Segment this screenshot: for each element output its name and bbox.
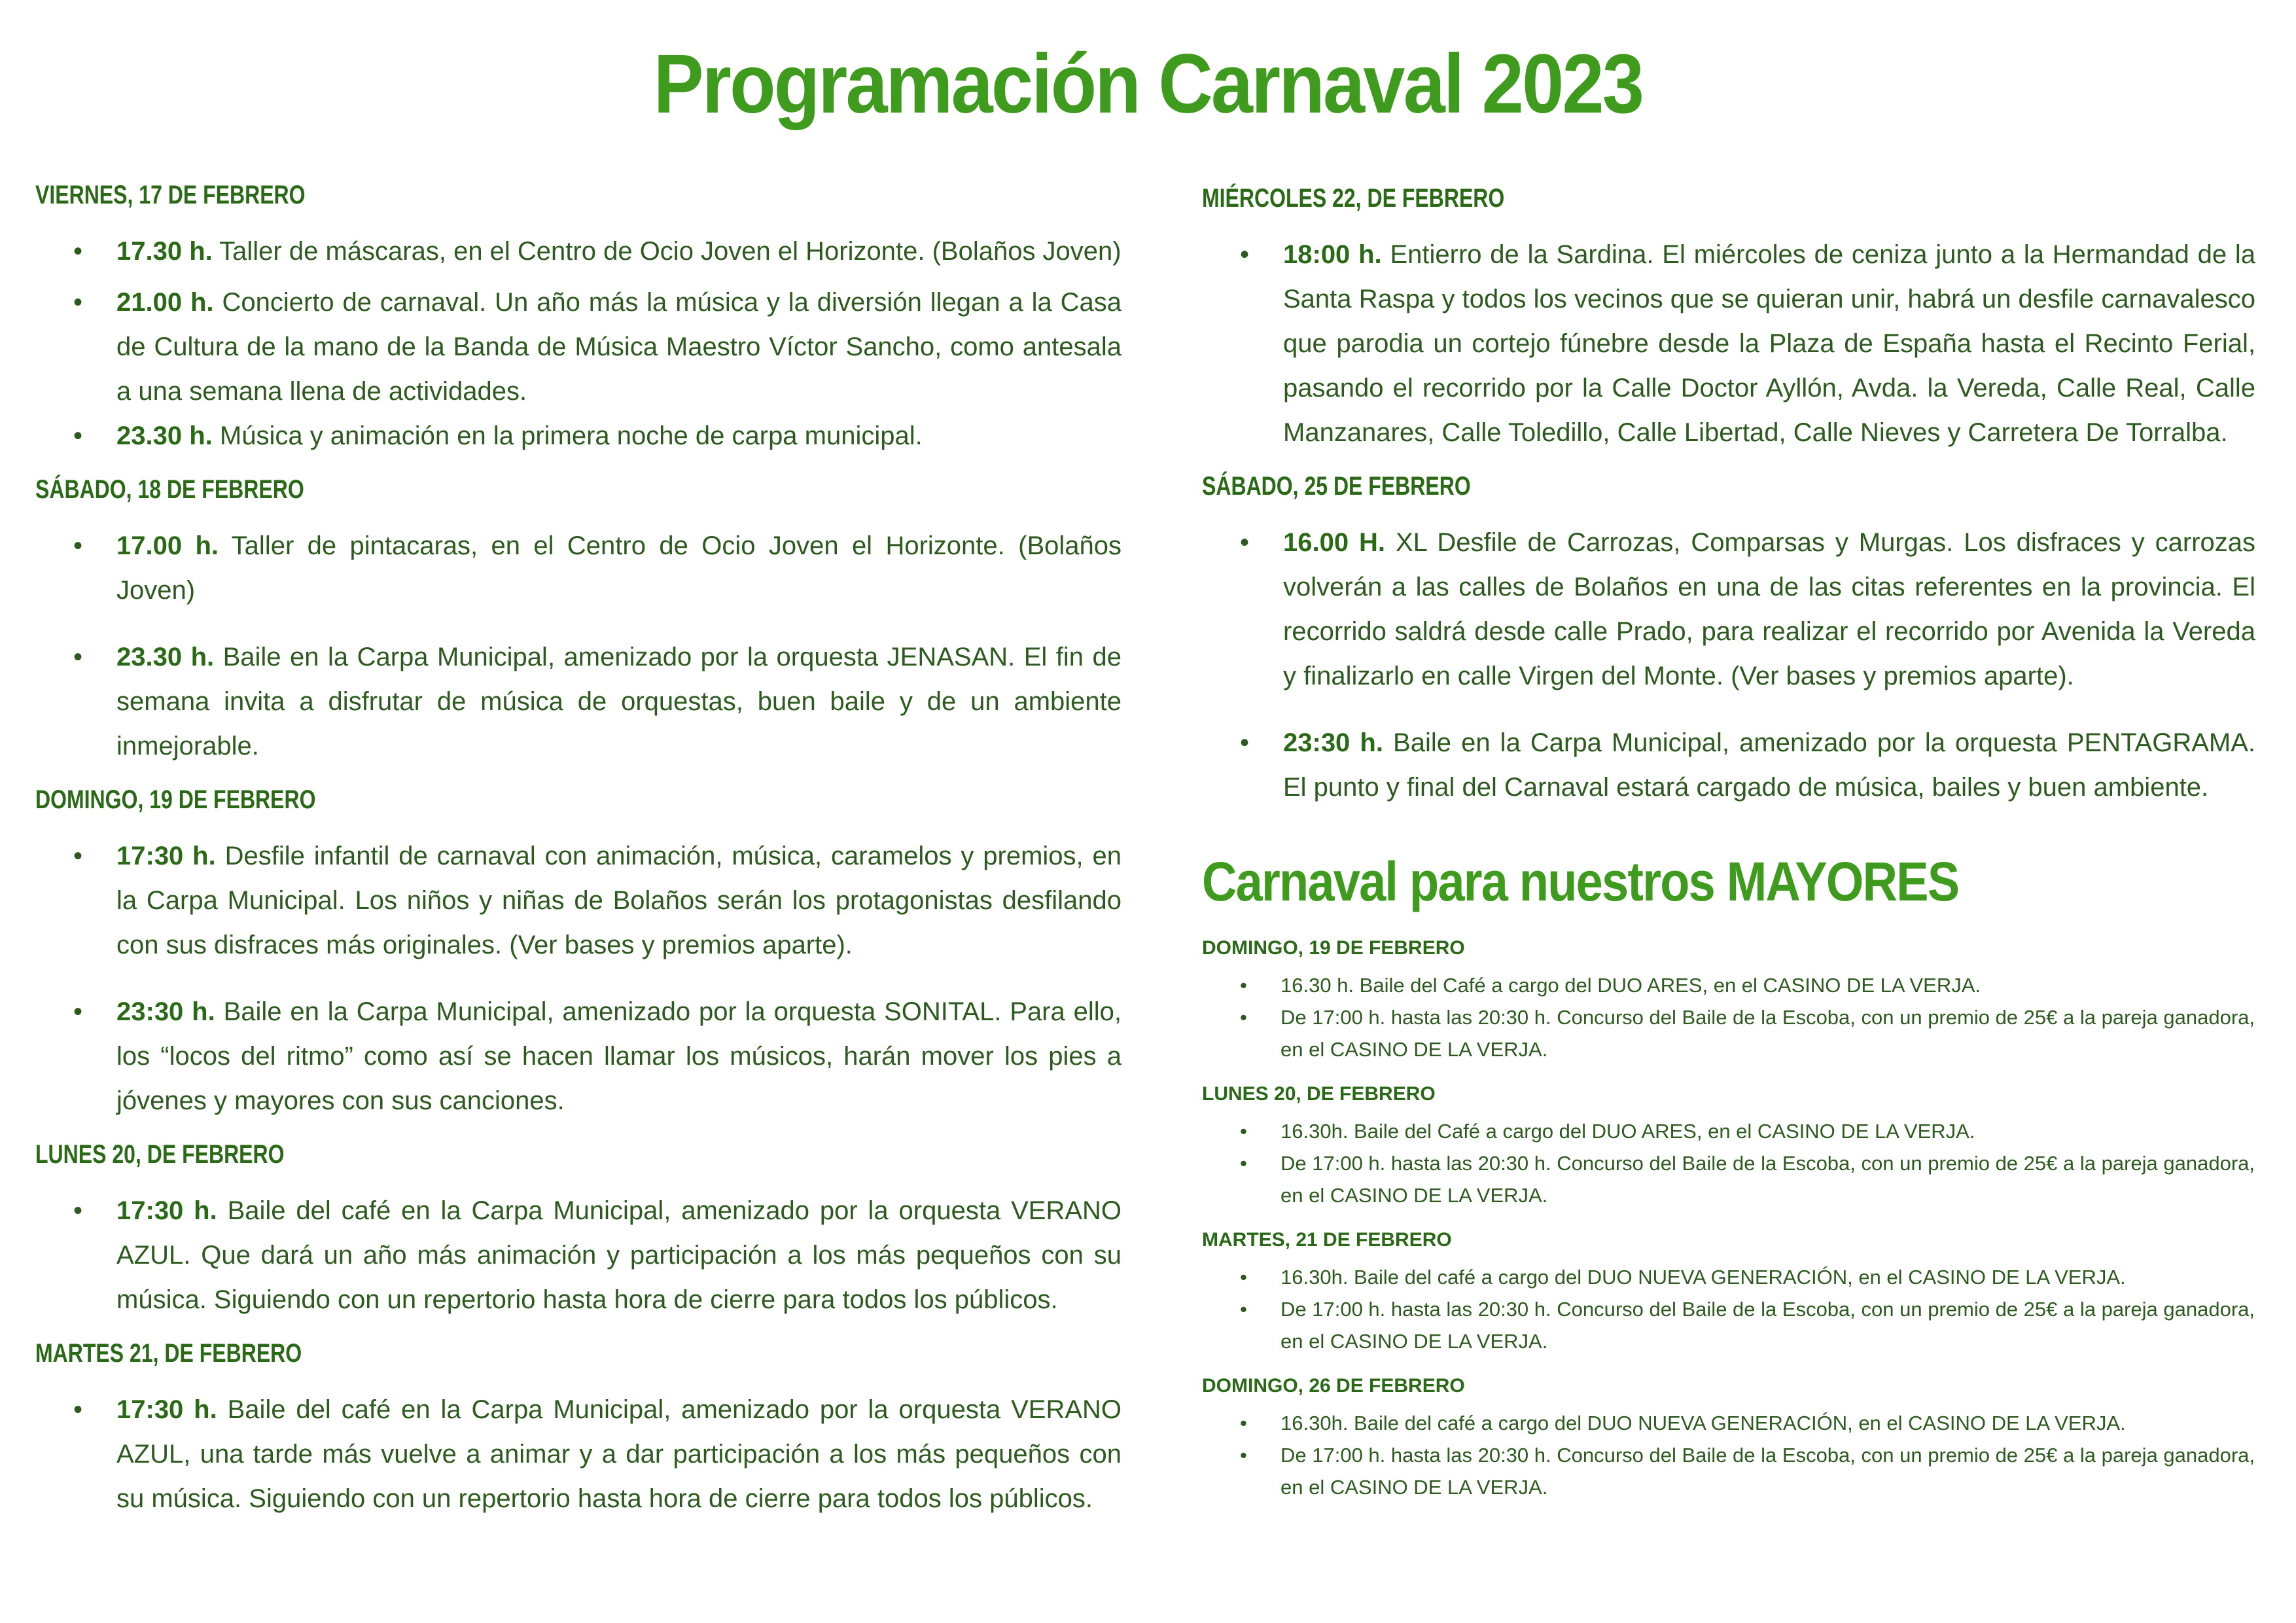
bullet-icon: •: [1240, 1120, 1247, 1143]
bullet-icon: •: [73, 1196, 83, 1225]
mayores-item: [1202, 1147, 2255, 1211]
event-item: [1202, 232, 2255, 455]
bullet-icon: •: [73, 288, 83, 317]
event-time: 21.00 h.: [116, 288, 214, 317]
event-time: 17.00 h.: [116, 531, 219, 560]
event-time: 23:30 h.: [1283, 728, 1383, 757]
event-time: 17.30 h.: [116, 237, 213, 266]
bullet-icon: •: [73, 421, 83, 450]
mayores-item: [1202, 1407, 2255, 1439]
bullet-icon: •: [1240, 1412, 1247, 1435]
event-text: Taller de pintacaras, en el Centro de Ocio Joven el Horizonte. (Bolaños Joven): [116, 531, 1122, 605]
bullet-icon: •: [1240, 1444, 1247, 1467]
event-item: [35, 834, 1122, 967]
event-item: [35, 229, 1122, 274]
left-column: [35, 177, 1122, 1527]
mayores-item: [1202, 1261, 2255, 1293]
event-item: [35, 414, 1122, 458]
event-list: [35, 834, 1122, 1123]
bullet-icon: •: [73, 531, 83, 560]
day-heading: VIERNES, 17 DE FEBRERO: [35, 181, 306, 209]
event-time: 17:30 h.: [116, 842, 216, 870]
day-section-martes-21: [35, 1335, 1122, 1521]
mayores-section-martes-21: [1202, 1226, 2255, 1357]
bullet-icon: •: [1240, 1006, 1247, 1029]
bullet-icon: •: [73, 997, 83, 1026]
event-list: [35, 229, 1122, 458]
event-text: Baile en la Carpa Municipal, amenizado por la orquesta JENASAN. El fin de semana invita a disfrutar de música de orquestas, buen baile y de un ambiente inmejorable.: [116, 643, 1122, 760]
event-text: XL Desfile de Carrozas, Comparsas y Murgas. Los disfraces y carrozas volverán a las calles de Bolaños en una de las citas referentes en la provincia. El recorrido saldrá desde calle Prado, para realizar el recorrido por Avenida la Vereda y finalizarlo en calle Virgen del Monte. (Ver bases y premios aparte).: [1283, 528, 2255, 690]
bullet-icon: •: [1240, 728, 1250, 757]
event-item: [35, 524, 1122, 613]
mayores-item-text: De 17:00 h. hasta las 20:30 h. Concurso del Baile de la Escoba, con un premio de 25€ a la pareja ganadora, en el CASINO DE LA VERJA.: [1280, 1006, 2255, 1061]
bullet-icon: •: [1240, 974, 1247, 997]
event-list: [35, 1188, 1122, 1322]
event-text: Baile del café en la Carpa Municipal, amenizado por la orquesta VERANO AZUL, una tarde más vuelve a animar y a dar participación a los más pequeños con su música. Siguiendo con un repertorio hasta hora de cierre para todos los públicos.: [116, 1395, 1122, 1513]
bullet-icon: •: [73, 1395, 83, 1424]
mayores-item: [1202, 1115, 2255, 1147]
day-section-sabado-25: [1202, 468, 2255, 810]
bullet-icon: •: [1240, 240, 1250, 269]
bullet-icon: •: [73, 237, 83, 266]
event-list: [35, 1387, 1122, 1521]
event-time: 17:30 h.: [116, 1196, 217, 1225]
right-column: [1202, 180, 2255, 1503]
event-time: 17:30 h.: [116, 1395, 217, 1424]
event-list: [1202, 232, 2255, 455]
event-time: 23.30 h.: [116, 421, 213, 450]
mayores-section-domingo-19: [1202, 934, 2255, 1065]
mayores-section-domingo-26: [1202, 1372, 2255, 1503]
event-text: Entierro de la Sardina. El miércoles de ceniza junto a la Hermandad de la Santa Raspa y todos los vecinos que se quieran unir, habrá un desfile carnavalesco que parodia un cortejo fúnebre desde la Plaza de España hasta el Recinto Ferial, pasando el recorrido por la Calle Doctor Ayllón, Avda. la Vereda, Calle Real, Calle Manzanares, Calle Toledillo, Calle Libertad, Calle Nieves y Carretera De Torralba.: [1283, 240, 2256, 447]
mayores-item: [1202, 969, 2255, 1001]
bullet-icon: •: [1240, 1266, 1247, 1289]
day-heading: LUNES 20, DE FEBRERO: [35, 1140, 285, 1169]
mayores-item-text: De 17:00 h. hasta las 20:30 h. Concurso del Baile de la Escoba, con un premio de 25€ a la pareja ganadora, en el CASINO DE LA VERJA.: [1280, 1152, 2255, 1207]
bullet-icon: •: [1240, 1152, 1247, 1175]
day-section-lunes-20: [35, 1136, 1122, 1322]
mayores-item: [1202, 1001, 2255, 1065]
mayores-list: [1202, 1115, 2255, 1211]
mayores-item: [1202, 1293, 2255, 1357]
mayores-day-heading: MARTES, 21 DE FEBRERO: [1202, 1229, 1452, 1251]
event-text: Desfile infantil de carnaval con animación, música, caramelos y premios, en la Carpa Municipal. Los niños y niñas de Bolaños serán los protagonistas desfilando con sus disfraces más originales. (Ver bases y premios aparte).: [116, 842, 1122, 959]
event-text: Baile del café en la Carpa Municipal, amenizado por la orquesta VERANO AZUL. Que dará un año más animación y participación a los más pequeños con su música. Siguiendo con un repertorio hasta hora de cierre para todos los públicos.: [116, 1196, 1122, 1314]
event-time: 23:30 h.: [116, 997, 215, 1026]
day-section-domingo-19: [35, 781, 1122, 1123]
event-item: [35, 1188, 1122, 1322]
day-section-miercoles-22: [1202, 180, 2255, 455]
event-item: [35, 1387, 1122, 1521]
mayores-list: [1202, 1261, 2255, 1357]
page-title: Programación Carnaval 2023: [653, 37, 1643, 131]
event-item: [35, 635, 1122, 768]
mayores-item-text: De 17:00 h. hasta las 20:30 h. Concurso del Baile de la Escoba, con un premio de 25€ a la pareja ganadora, en el CASINO DE LA VERJA.: [1280, 1298, 2255, 1353]
event-text: Taller de máscaras, en el Centro de Ocio Joven el Horizonte. (Bolaños Joven): [212, 237, 1122, 266]
day-heading: MARTES 21, DE FEBRERO: [35, 1339, 302, 1368]
mayores-item-text: 16.30h. Baile del café a cargo del DUO NUEVA GENERACIÓN, en el CASINO DE LA VERJA.: [1280, 1412, 2126, 1435]
event-text: Concierto de carnaval. Un año más la música y la diversión llegan a la Casa de Cultura de la mano de la Banda de Música Maestro Víctor Sancho, como antesala a una semana llena de actividades.: [116, 288, 1122, 406]
event-item: [35, 990, 1122, 1123]
day-heading: MIÉRCOLES 22, DE FEBRERO: [1202, 184, 1505, 213]
event-text: Baile en la Carpa Municipal, amenizado por la orquesta PENTAGRAMA. El punto y final del Carnaval estará cargado de música, bailes y buen ambiente.: [1283, 728, 2255, 802]
mayores-item: [1202, 1439, 2255, 1503]
mayores-day-heading: DOMINGO, 19 DE FEBRERO: [1202, 937, 1465, 959]
event-time: 23.30 h.: [116, 643, 215, 671]
day-section-sabado-18: [35, 471, 1122, 768]
bullet-icon: •: [73, 643, 83, 671]
mayores-item-text: De 17:00 h. hasta las 20:30 h. Concurso del Baile de la Escoba, con un premio de 25€ a la pareja ganadora, en el CASINO DE LA VERJA.: [1280, 1444, 2255, 1499]
day-heading: SÁBADO, 25 DE FEBRERO: [1202, 472, 1471, 501]
bullet-icon: •: [1240, 1298, 1247, 1321]
event-item: [1202, 721, 2255, 810]
mayores-list: [1202, 969, 2255, 1065]
day-section-viernes-17: [35, 177, 1122, 458]
event-time: 18:00 h.: [1283, 240, 1382, 269]
event-item: [1202, 520, 2255, 698]
mayores-item-text: 16.30h. Baile del café a cargo del DUO NUEVA GENERACIÓN, en el CASINO DE LA VERJA.: [1280, 1266, 2126, 1289]
event-text: Música y animación en la primera noche de carpa municipal.: [212, 421, 923, 450]
mayores-item-text: 16.30 h. Baile del Café a cargo del DUO ARES, en el CASINO DE LA VERJA.: [1280, 974, 1981, 997]
mayores-day-heading: DOMINGO, 26 DE FEBRERO: [1202, 1375, 1465, 1397]
mayores-section-lunes-20: [1202, 1080, 2255, 1211]
bullet-icon: •: [1240, 528, 1250, 557]
day-heading: SÁBADO, 18 DE FEBRERO: [35, 475, 304, 504]
event-item: [35, 280, 1122, 414]
event-text: Baile en la Carpa Municipal, amenizado por la orquesta SONITAL. Para ello, los “locos del ritmo” como así se hacen llamar los músicos, harán mover los pies a jóvenes y mayores con sus canciones.: [116, 997, 1122, 1115]
event-list: [35, 524, 1122, 768]
mayores-day-heading: LUNES 20, DE FEBRERO: [1202, 1083, 1436, 1105]
bullet-icon: •: [73, 842, 83, 870]
mayores-item-text: 16.30h. Baile del Café a cargo del DUO ARES, en el CASINO DE LA VERJA.: [1280, 1120, 1975, 1143]
event-time: 16.00 H.: [1283, 528, 1386, 557]
day-heading: DOMINGO, 19 DE FEBRERO: [35, 785, 316, 814]
event-list: [1202, 520, 2255, 810]
mayores-title: Carnaval para nuestros MAYORES: [1202, 851, 1959, 912]
mayores-list: [1202, 1407, 2255, 1503]
